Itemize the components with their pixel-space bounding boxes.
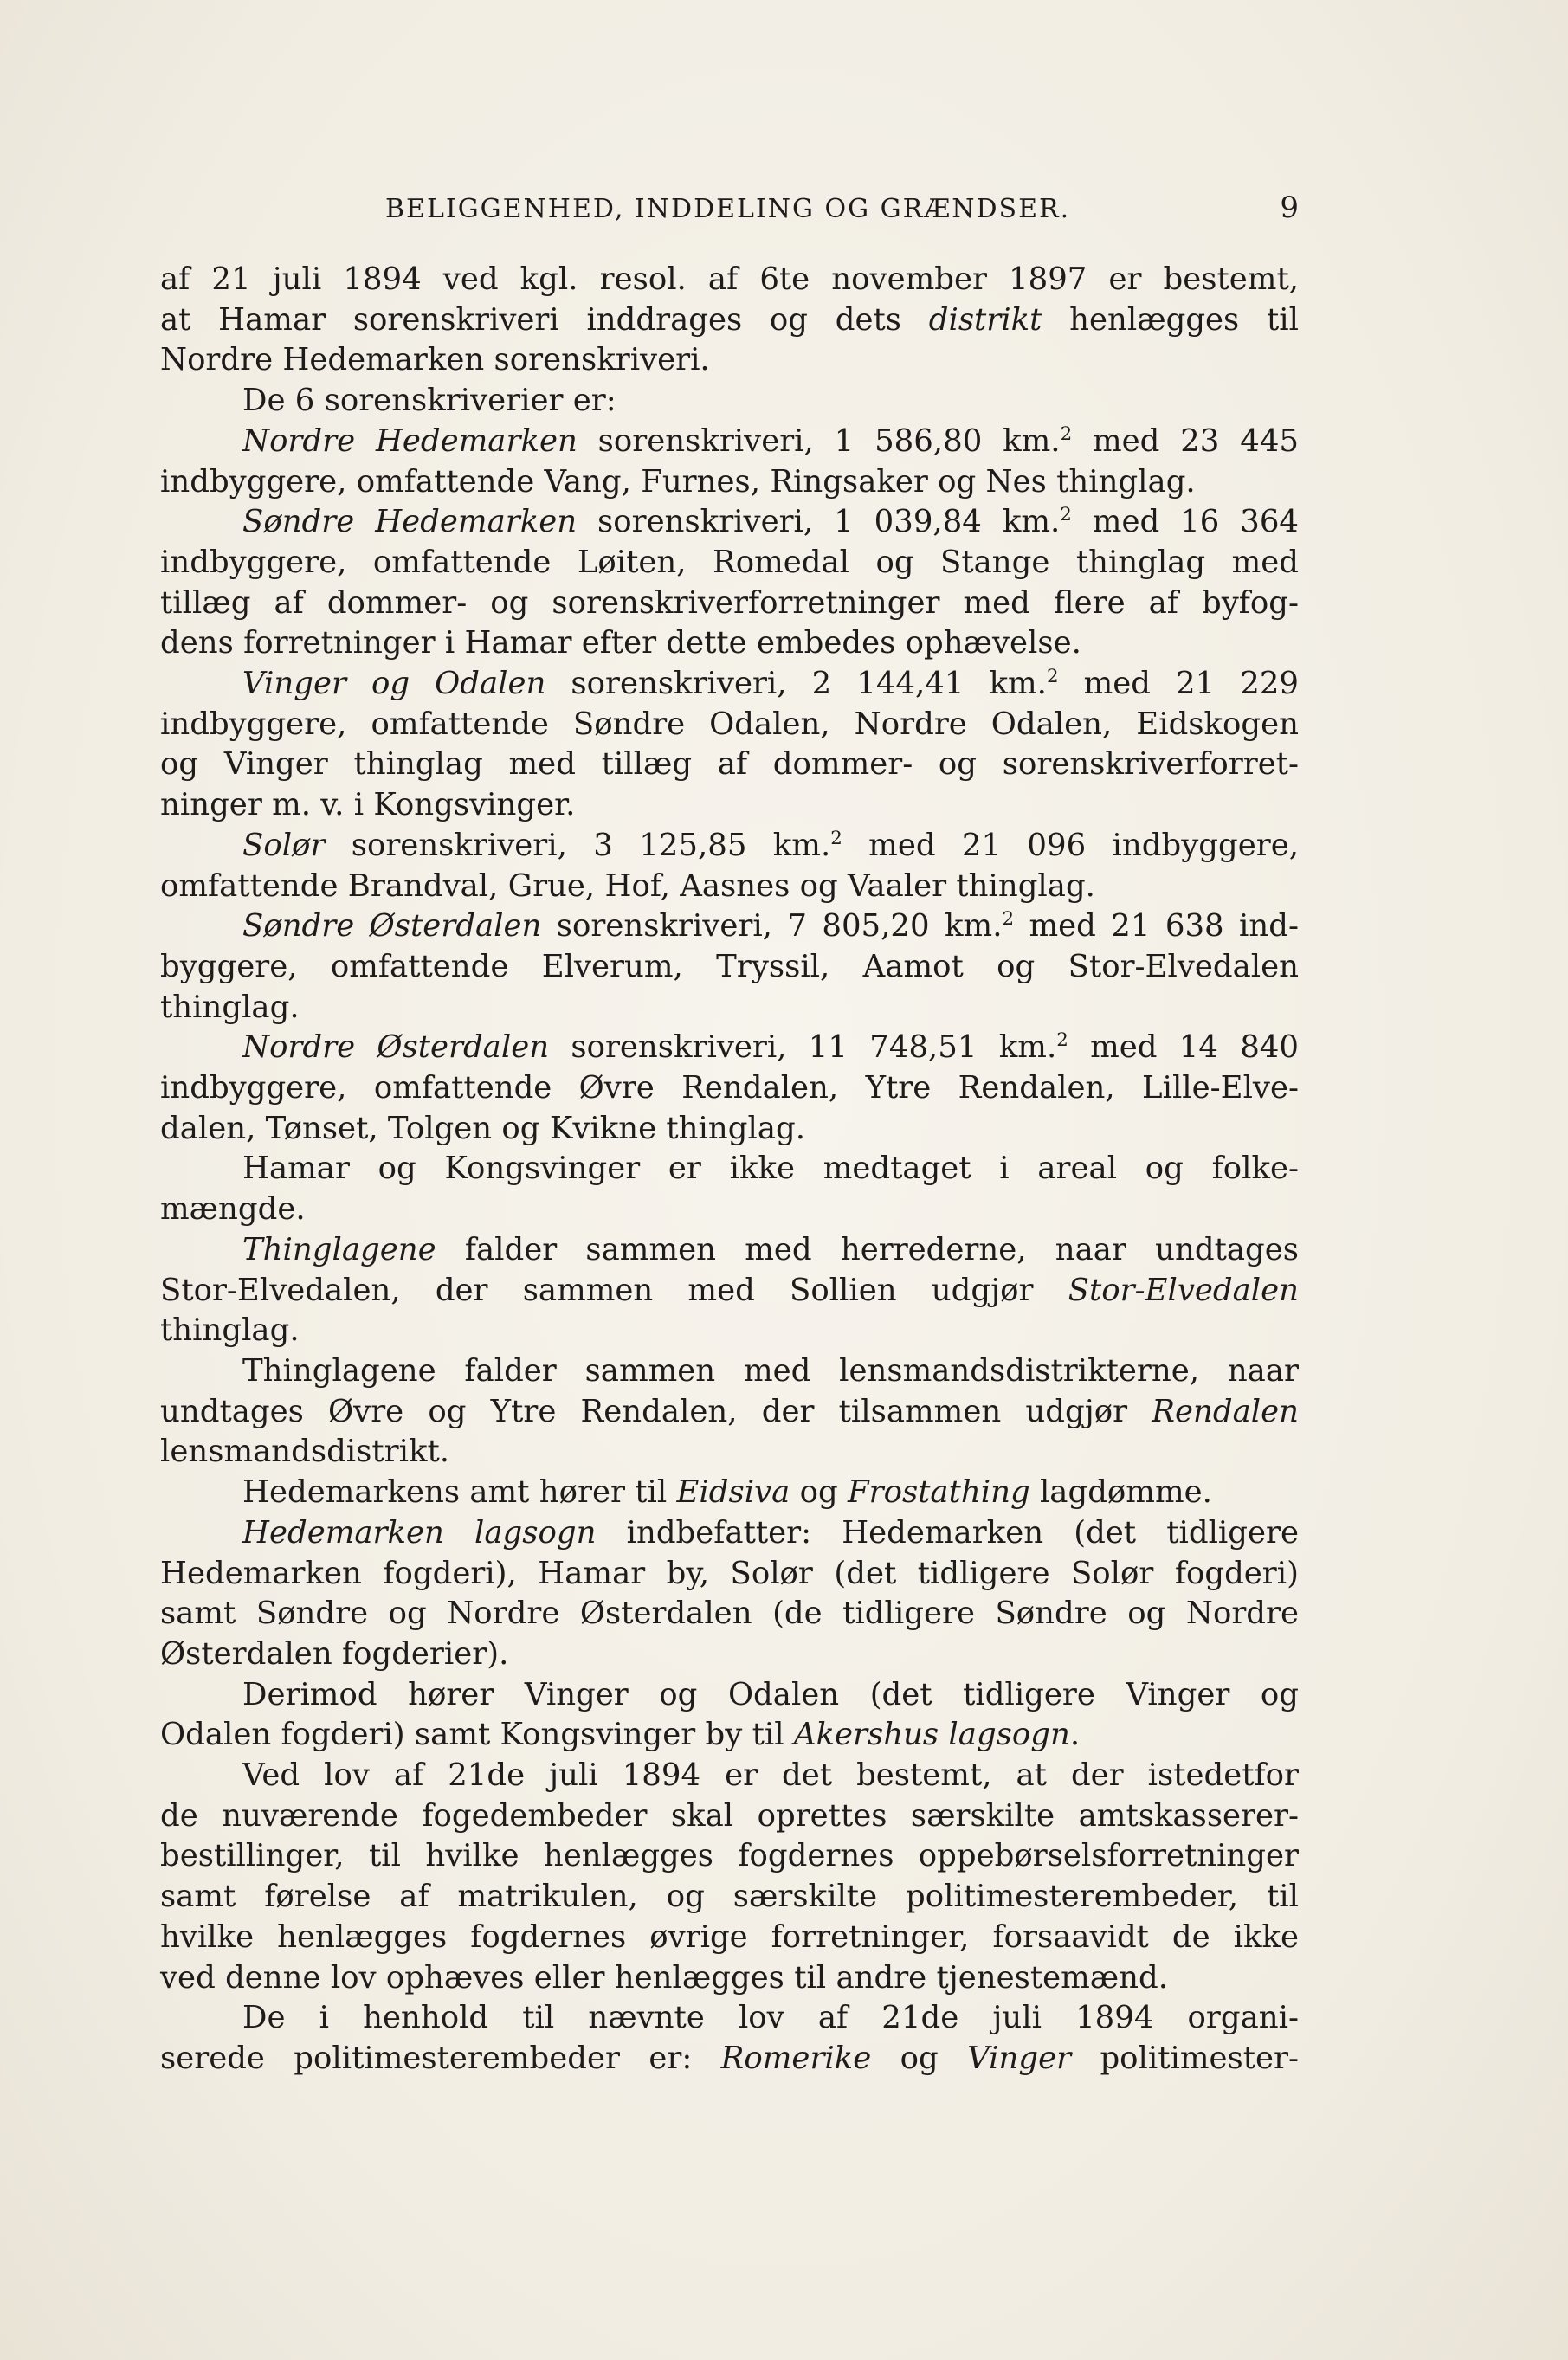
italic-term: Nordre Hedemarken [242,422,578,459]
text-line [160,1068,1299,1109]
page-header [160,189,1299,232]
text-run: Hedemarken fogderi), Hamar by, Solør (det tidligere Solør fogderi) [160,1555,1299,1591]
text-line [160,462,1299,503]
text-run: thinglag. [160,989,300,1025]
italic-term: Vinger og Odalen [242,666,546,702]
text-run: med 21 638 ind- [1014,908,1299,945]
text-line [160,1311,1299,1351]
italic-term: Solør [242,827,326,863]
text-line [160,2039,1299,2080]
text-run: og [790,1474,848,1511]
text-run: serede politimesterembeder er: [160,2040,721,2076]
text-run: Derimod hører Vinger og Odalen (det tidligere Vinger og [242,1676,1299,1712]
text-run: sorenskriveri, 2 144,41 km. [545,666,1047,702]
text-run: med 23 445 [1072,422,1299,459]
text-run: indbefatter: Hedemarken (det tidligere [596,1514,1299,1551]
text-line [160,1635,1299,1675]
text-line [160,1998,1299,2039]
text-line [160,422,1299,462]
text-line [160,1513,1299,1554]
text-run: Hedemarkens amt hører til [242,1474,677,1511]
text-line [160,1028,1299,1068]
text-line [160,664,1299,705]
italic-term: Hedemarken lagsogn [242,1514,597,1551]
text-run: indbyggere, omfattende Søndre Odalen, Nordre Odalen, Eidskogen [160,706,1299,742]
text-line [160,1109,1299,1150]
text-line [160,1230,1299,1271]
italic-term: Stor-Elvedalen [1068,1272,1299,1308]
italic-term: Søndre Østerdalen [242,908,542,945]
text-line [160,300,1299,341]
text-run: dens forretninger i Hamar efter dette embedes ophævelse. [160,625,1081,661]
text-run: indbyggere, omfattende Øvre Rendalen, Ytre Rendalen, Lille-Elve- [160,1070,1299,1106]
superscript: 2 [1046,666,1059,688]
text-run: sorenskriveri, 3 125,85 km. [325,827,831,863]
text-line [160,1756,1299,1796]
italic-term: Rendalen [1152,1393,1299,1429]
text-line [160,1675,1299,1716]
text-line [160,947,1299,988]
text-line [160,584,1299,624]
italic-term: Frostathing [847,1474,1030,1511]
text-run: Østerdalen fogderier). [160,1635,509,1672]
text-line [160,340,1299,381]
text-line [160,623,1299,664]
text-line [160,1594,1299,1635]
text-line [160,1715,1299,1756]
text-run: og Vinger thinglag med tillæg af dommer- og sorenskriverforret- [160,746,1299,783]
text-run: lagdømme. [1029,1474,1212,1511]
text-line [160,1796,1299,1837]
text-run: med 21 096 indbyggere, [842,827,1299,863]
text-line [160,502,1299,543]
text-run: mængde. [160,1191,306,1228]
text-run: . [1069,1717,1081,1753]
text-run: og [871,2040,968,2076]
text-run: Nordre Hedemarken sorenskriveri. [160,342,710,378]
body-text [160,260,1299,2080]
page-number: 9 [1280,190,1299,225]
text-run: bestillinger, til hvilke henlægges fogdernes oppebørselsforretninger [160,1838,1299,1874]
text-run: Hamar og Kongsvinger er ikke medtaget i areal og folke- [242,1151,1299,1187]
italic-term: distrikt [928,301,1042,338]
text-line [160,988,1299,1028]
text-run: politimester- [1071,2040,1300,2076]
text-run: sorenskriveri, 11 748,51 km. [549,1029,1057,1066]
text-run: at Hamar sorenskriveri inddrages og dets [160,301,929,338]
text-run: Thinglagene falder sammen med lensmandsdistrikterne, naar [242,1352,1299,1389]
text-run: Stor-Elvedalen, der sammen med Sollien udgjør [160,1272,1068,1308]
text-line [160,1473,1299,1513]
italic-term: Vinger [967,2040,1072,2076]
text-run: henlægges til [1042,301,1299,338]
italic-term: Nordre Østerdalen [242,1029,550,1066]
text-run: indbyggere, omfattende Løiten, Romedal og Stange thinglag med [160,544,1299,580]
text-run: med 21 229 [1058,666,1299,702]
text-run: sorenskriveri, 1 586,80 km. [577,422,1061,459]
text-line [160,1392,1299,1433]
text-line [160,381,1299,422]
text-run: De i henhold til nævnte lov af 21de juli 1894 organi- [242,2000,1299,2036]
superscript: 2 [1002,908,1015,931]
text-line [160,1149,1299,1190]
text-line [160,1877,1299,1918]
text-run: undtages Øvre og Ytre Rendalen, der tilsammen udgjør [160,1393,1152,1429]
text-line [160,867,1299,907]
text-run: Odalen fogderi) samt Kongsvinger by til [160,1717,794,1753]
superscript: 2 [1056,1029,1068,1052]
text-run: De 6 sorenskriverier er: [242,383,616,419]
text-line [160,705,1299,745]
text-line [160,1190,1299,1230]
text-run: ninger m. v. i Kongsvinger. [160,787,576,823]
text-run: af 21 juli 1894 ved kgl. resol. af 6te november 1897 er bestemt, [160,261,1299,297]
text-run: de nuværende fogedembeder skal oprettes særskilte amtskasserer- [160,1797,1299,1834]
text-line [160,1554,1299,1595]
text-run: omfattende Brandval, Grue, Hof, Aasnes og Vaaler thinglag. [160,867,1095,904]
superscript: 2 [1060,504,1072,526]
text-run: med 14 840 [1068,1029,1299,1066]
text-run: falder sammen med herrederne, naar undtages [436,1231,1299,1267]
text-run: thinglag. [160,1312,300,1349]
text-line [160,1836,1299,1877]
text-run: samt førelse af matrikulen, og særskilte politimesterembeder, til [160,1879,1299,1915]
text-run: Ved lov af 21de juli 1894 er det bestemt, at der istedetfor [242,1757,1299,1794]
text-run: dalen, Tønset, Tolgen og Kvikne thinglag. [160,1110,806,1146]
text-run: indbyggere, omfattende Vang, Furnes, Ringsaker og Nes thinglag. [160,463,1196,500]
text-line [160,1958,1299,1999]
superscript: 2 [1060,422,1073,445]
superscript: 2 [830,828,842,850]
italic-term: Romerike [720,2040,872,2076]
text-run: samt Søndre og Nordre Østerdalen (de tidligere Søndre og Nordre [160,1596,1299,1632]
text-line [160,260,1299,300]
italic-term: Søndre Hedemarken [242,504,578,540]
text-line [160,785,1299,826]
text-run: sorenskriveri, 1 039,84 km. [577,504,1061,540]
italic-term: Thinglagene [242,1231,436,1267]
text-run: tillæg af dommer- og sorenskriverforretninger med flere af byfog- [160,584,1299,621]
text-line [160,906,1299,947]
italic-term: Eidsiva [676,1474,790,1511]
text-line [160,826,1299,867]
text-run: hvilke henlægges fogdernes øvrige forretninger, forsaavidt de ikke [160,1918,1299,1955]
text-line [160,1271,1299,1312]
text-run: ved denne lov ophæves eller henlægges til andre tjenestemænd. [160,1959,1169,1996]
text-line [160,1918,1299,1958]
running-title: BELIGGENHED, INDDELING OG GRÆNDSER. [385,194,1071,224]
italic-term: Akershus lagsogn [793,1717,1070,1753]
text-line [160,1432,1299,1473]
text-run: med 16 364 [1071,504,1299,540]
text-run: sorenskriveri, 7 805,20 km. [541,908,1003,945]
text-line [160,745,1299,785]
text-line [160,543,1299,584]
text-run: byggere, omfattende Elverum, Tryssil, Aamot og Stor-Elvedalen [160,948,1299,984]
text-line [160,1351,1299,1392]
text-run: lensmandsdistrikt. [160,1434,450,1470]
